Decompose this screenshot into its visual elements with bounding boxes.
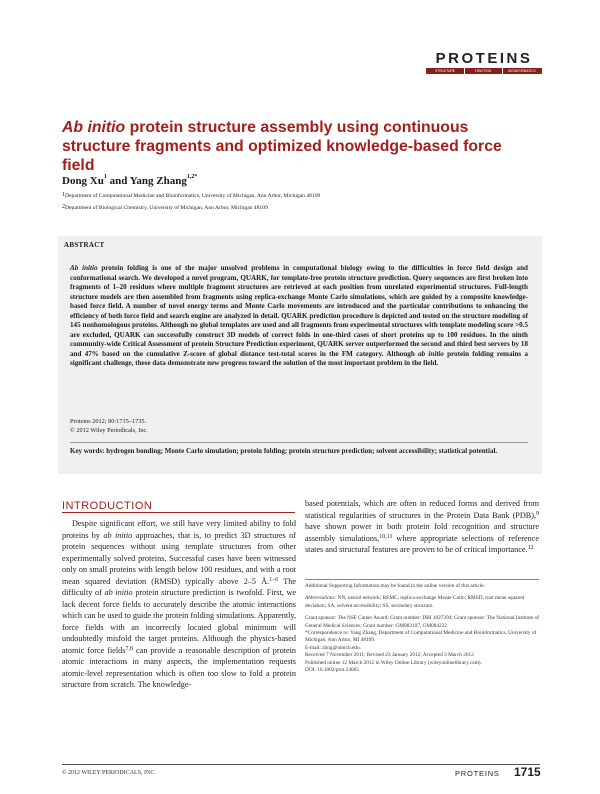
page-number: 1715 bbox=[514, 765, 541, 779]
keywords-list: hydrogen bonding; Monte Carlo simulation; protein folding; protein structure prediction; solvent accessibility; statistical potential. bbox=[104, 447, 498, 455]
footnote-published: Published online 12 March 2012 in Wiley Online Library (wileyonlinelibrary.com). bbox=[305, 659, 482, 666]
citation-line: Proteins 2012; 80:1715–1735. bbox=[70, 418, 147, 425]
tagline-divider bbox=[502, 68, 503, 74]
footnote-supporting-info: Additional Supporting Information may be found in the online version of this article. bbox=[305, 583, 485, 589]
intro-left-column: Despite significant effort, we still have very limited ability to fold proteins by ab initio approaches, that is, to predict 3D structures of protein sequences without using template structures from other experimentally solved proteins. Successful cases have been witnessed only on small proteins with length below 100 residues, and with a root mean squared deviation (RMSD) typically above 2–5 Å.$^{1-6}$ The difficulty of ab initio protein structure prediction is twofold. First, we lack decent force fields to accurately describe the atomic interactions which can be used to guide the protein folding simulations. Apparently, force fields with an incorrectly located global minimum will undoubtedly misfold the target proteins. Although the physics-based atomic force fields$^{7,8}$ can provide a reasonable description of protein atomic interactions in many aspects, the implementation requests atomic-level representation which is often too slow to fold a protein structure from scratch. The knowledge- bbox=[62, 519, 296, 689]
footer-rule bbox=[62, 764, 540, 765]
author-2-affil: 1,2* bbox=[186, 174, 198, 180]
footnote-rule bbox=[305, 579, 539, 580]
footnotes bbox=[305, 583, 539, 674]
author-1: Dong Xu bbox=[62, 175, 104, 187]
intro-right-column: based potentials, which are often in reduced forms and derived from statistical regularities of structures in the Protein Data Bank (PDB),$^9$ have shown power in both protein fold recognition and structure assembly simulations,$^{10,11}$ where appropriate selections of reference states and structural features are proven to be of critical importance.$^{12}$ bbox=[305, 499, 539, 554]
author-list bbox=[62, 175, 197, 187]
journal-citation bbox=[70, 418, 148, 435]
tagline-structure: STRUCTURE bbox=[435, 69, 455, 73]
footer-copyright: © 2012 WILEY PERIODICALS, INC. bbox=[62, 770, 156, 776]
footnote-correspondence: *Correspondence to: Yang Zhang, Department of Computational Medicine and Bioinformatics, University of Michigan, Ann Arbor, MI 48109. bbox=[305, 630, 537, 644]
journal-tagline-bar bbox=[426, 68, 542, 74]
title-rest: protein structure assembly using continuous structure fragments and optimized knowledge-based force field bbox=[62, 119, 502, 174]
footnote-abbreviations: Abbreviations: NN, neural network; REMC, replica-exchange Monte Carlo; RMSD, root mean squared deviation; SA, solvent accessibility; SS, secondary structure. bbox=[305, 595, 525, 609]
title-italic: Ab initio bbox=[62, 119, 126, 136]
tagline-bioinformatics: BIOINFORMATICS bbox=[508, 69, 536, 73]
tagline-function: FUNCTION bbox=[474, 69, 492, 73]
copyright-line: © 2012 Wiley Periodicals, Inc. bbox=[70, 426, 148, 434]
footnote-grants: Grant sponsor: The NSF Career Award; Grant number: DBI 1027394; Grant sponsor: The National Institute of General Medical Sciences; Grant number: GM083107, GM084222 bbox=[305, 615, 539, 629]
section-heading-rule bbox=[62, 512, 295, 513]
paper-title bbox=[62, 118, 522, 175]
journal-logo: PROTEINS bbox=[435, 50, 533, 67]
footnote-received: Received 7 November 2011; Revised 23 January 2012; Accepted 3 March 2012 bbox=[305, 652, 474, 659]
author-2: Yang Zhang bbox=[129, 175, 187, 187]
abstract-heading: ABSTRACT bbox=[64, 241, 105, 249]
section-heading-introduction: INTRODUCTION bbox=[62, 500, 153, 512]
footnote-email: E-mail: zhng@umich.edu. bbox=[305, 644, 361, 651]
keywords bbox=[70, 447, 528, 457]
affiliation-1: $^1$Department of Computational Medicine and Bioinformatics, University of Michigan, Ann Arbor, Michigan 48109 bbox=[62, 192, 321, 199]
footer-journal-name: PROTEINS bbox=[455, 769, 500, 778]
keywords-label: Key words: bbox=[70, 447, 105, 455]
footnote-doi: DOI: 10.1002/prot.24065 bbox=[305, 667, 359, 674]
affiliation-2: $^2$Department of Biological Chemistry, University of Michigan, Ann Arbor, Michigan 48109 bbox=[62, 204, 268, 211]
tagline-divider bbox=[464, 68, 465, 74]
abstract-divider bbox=[70, 442, 528, 443]
author-1-affil: 1 bbox=[103, 174, 107, 180]
abstract-text: Ab initio protein folding is one of the major unsolved problems in computational biology owing to the difficulties in force field design and conformational search. We developed a novel program, QUARK, for template-free protein structure prediction. Query sequences are first broken into fragments of 1–20 residues where multiple fragment structures are retrieved at each position from unrelated experimental structures. Full-length structure models are then assembled from fragments using replica-exchange Monte Carlo simulations, which are guided by a composite knowledge-based force field. A number of novel energy terms and Monte Carlo movements are introduced and the particular contributions to enhancing the efficiency of both force field and search engine are analyzed in detail. QUARK prediction procedure is depicted and tested on the structure modeling of 145 nonhomologous proteins. Although no global templates are used and all fragments from experimental structures with template modeling score >0.5 are excluded, QUARK can successfully construct 3D models of correct folds in one-third cases of short proteins up to 100 residues. In the ninth community-wide Critical Assessment of protein Structure Prediction experiment, QUARK server outperformed the second and third best servers by 18 and 47% based on the cumulative Z-score of global distance test-total scores in the FM category. Although ab initio protein folding remains a significant challenge, these data demonstrate new progress toward the solution of the most important problem in the field. bbox=[70, 264, 528, 368]
author-connector: and bbox=[106, 175, 130, 187]
